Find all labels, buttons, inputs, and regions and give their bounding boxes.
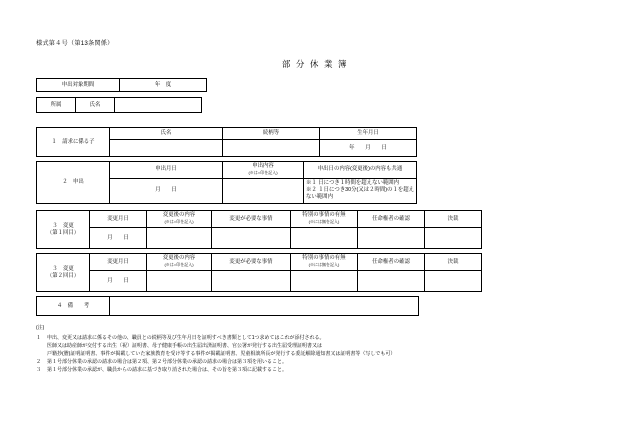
notes-header: (注) bbox=[36, 325, 45, 331]
table-row bbox=[37, 228, 482, 249]
remark-value[interactable] bbox=[110, 297, 419, 316]
note-item bbox=[36, 367, 596, 375]
name-value[interactable] bbox=[115, 98, 202, 113]
change2-value-content[interactable] bbox=[147, 271, 212, 292]
change1-value-special[interactable] bbox=[291, 228, 358, 249]
change2-header-special-main: 特別の事情の有無 bbox=[302, 255, 346, 262]
child-header-birth: 生年月日 bbox=[320, 128, 417, 140]
table-row bbox=[37, 79, 207, 92]
change1-value-date[interactable]: 月 日 bbox=[90, 228, 147, 249]
table-row bbox=[37, 128, 417, 140]
apply-row-label: ２ 申出 bbox=[37, 162, 110, 204]
child-value-birth[interactable]: 年 月 日 bbox=[320, 140, 417, 157]
change1-value-content[interactable] bbox=[147, 228, 212, 249]
note-sub: 戸籍抄(謄)証明証明書、事件が掲載していた家族教育を受け等する事件が掲載証明書、児童相談所長が発行する委託解除通知書又は証明書等（写しでも可） bbox=[47, 350, 396, 357]
table-row bbox=[37, 297, 419, 316]
table-row bbox=[37, 211, 482, 228]
change1-header-reason: 変更が必要な事情 bbox=[212, 211, 291, 228]
change2-header-content bbox=[147, 254, 212, 271]
change2-value-confirm[interactable] bbox=[358, 271, 425, 292]
change1-row-label bbox=[37, 211, 90, 249]
table-row bbox=[37, 254, 482, 271]
change2-value-approval[interactable] bbox=[425, 271, 482, 292]
belong-table bbox=[36, 97, 202, 113]
change2-header-date: 変更月日 bbox=[90, 254, 147, 271]
child-header-relation: 続柄等 bbox=[223, 128, 320, 140]
apply-note-2: ※２ １日につき30分(又は２時間)の１を超えない範囲内 bbox=[306, 187, 415, 200]
note-number: ３ bbox=[36, 366, 42, 373]
change2-header-special bbox=[291, 254, 358, 271]
apply-value-detail bbox=[304, 178, 417, 203]
change1-header-special-main: 特別の事情の有無 bbox=[302, 212, 346, 219]
change1-header-content bbox=[147, 211, 212, 228]
period-label: 申出対象期間 bbox=[37, 79, 120, 92]
dept-label: 所属 bbox=[37, 98, 76, 113]
apply-header-content bbox=[223, 162, 304, 179]
change1-row-label-line1: ３ 変更 bbox=[52, 222, 74, 229]
change1-header-special-sub: (※には無を記入) bbox=[308, 219, 340, 224]
apply-header-date: 申出月日 bbox=[110, 162, 223, 179]
child-row-label: １ 請求に係る子 bbox=[37, 128, 110, 157]
note-body: 第１号部分休業の承認の請求の場合は第２項、第２号部分休業の承認の請求の場合は第３項を用いること。 bbox=[47, 358, 288, 365]
change2-value-reason[interactable] bbox=[212, 271, 291, 292]
change1-header-date: 変更月日 bbox=[90, 211, 147, 228]
child-value-name[interactable] bbox=[110, 140, 223, 157]
change1-header-approval: 決裁 bbox=[425, 211, 482, 228]
change1-value-reason[interactable] bbox=[212, 228, 291, 249]
child-value-relation[interactable] bbox=[223, 140, 320, 157]
apply-table bbox=[36, 161, 417, 204]
note-item bbox=[36, 335, 596, 343]
change2-value-special[interactable] bbox=[291, 271, 358, 292]
change2-header-content-main: 変更後の内容 bbox=[162, 255, 196, 262]
period-table bbox=[36, 78, 207, 92]
apply-value-content[interactable] bbox=[223, 178, 304, 203]
change2-row-label bbox=[37, 254, 90, 292]
apply-value-date[interactable]: 月 日 bbox=[110, 178, 223, 203]
change2-header-confirm: 任命権者の確認 bbox=[358, 254, 425, 271]
change1-header-content-sub: (※は○印を記入) bbox=[164, 219, 194, 224]
period-value[interactable]: 年 度 bbox=[120, 79, 207, 92]
notes-section bbox=[36, 325, 596, 375]
change1-table bbox=[36, 210, 482, 249]
table-row bbox=[37, 162, 417, 179]
form-number: 様式第４号（第13条関係） bbox=[36, 40, 114, 47]
note-sub: 医師又は助産師が交付する出生（祝）証明書、母子健康手帳の出生届出済証明書、官公署が発行する出生届受理証明書又は bbox=[47, 343, 323, 349]
change2-row-label-line1: ３ 変更 bbox=[52, 265, 74, 272]
change2-header-approval: 決裁 bbox=[425, 254, 482, 271]
remark-label: ４ 備 考 bbox=[37, 297, 110, 316]
apply-header-content-sub: (※は○印を記入) bbox=[248, 169, 278, 175]
change1-header-content-main: 変更後の内容 bbox=[162, 212, 196, 219]
name-label: 氏名 bbox=[76, 98, 115, 113]
change2-header-special-sub: (※には無を記入) bbox=[308, 262, 340, 267]
note-number: ２ bbox=[36, 358, 42, 365]
apply-header-detail: 申出日の内容(変更後)の内容も共通 bbox=[304, 162, 417, 179]
change2-header-content-sub: (※は○印を記入) bbox=[164, 262, 194, 267]
note-body: 申出、変更又は請求に係るその他の、職員との続柄等及び生年月日を証明すべき書類として1つ求めてはこれが添付される。 bbox=[47, 334, 325, 341]
note-body: 第１号部分休業の承認が、職員からの請求に基づき取り消された場合は、その旨を第３項に記載すること。 bbox=[47, 366, 288, 373]
change1-row-label-line2: （第１回目） bbox=[46, 229, 80, 236]
change2-header-reason: 変更が必要な事情 bbox=[212, 254, 291, 271]
change2-value-date[interactable]: 月 日 bbox=[90, 271, 147, 292]
change1-header-special bbox=[291, 211, 358, 228]
table-row bbox=[37, 98, 202, 113]
note-number: １ bbox=[36, 334, 42, 341]
change1-value-approval[interactable] bbox=[425, 228, 482, 249]
change1-header-confirm: 任命権者の確認 bbox=[358, 211, 425, 228]
change1-value-confirm[interactable] bbox=[358, 228, 425, 249]
change2-row-label-line2: （第２回目） bbox=[46, 272, 80, 279]
page-title: 部 分 休 業 簿 bbox=[281, 59, 349, 69]
change2-table bbox=[36, 253, 482, 292]
note-item bbox=[36, 359, 596, 367]
child-header-name: 氏名 bbox=[110, 128, 223, 140]
remark-table bbox=[36, 296, 419, 316]
table-row bbox=[37, 271, 482, 292]
child-table bbox=[36, 127, 417, 157]
apply-note-1: ※１ 日につき１時間を超えない範囲内 bbox=[306, 180, 400, 187]
apply-header-content-main: 申出内容 bbox=[252, 163, 274, 169]
